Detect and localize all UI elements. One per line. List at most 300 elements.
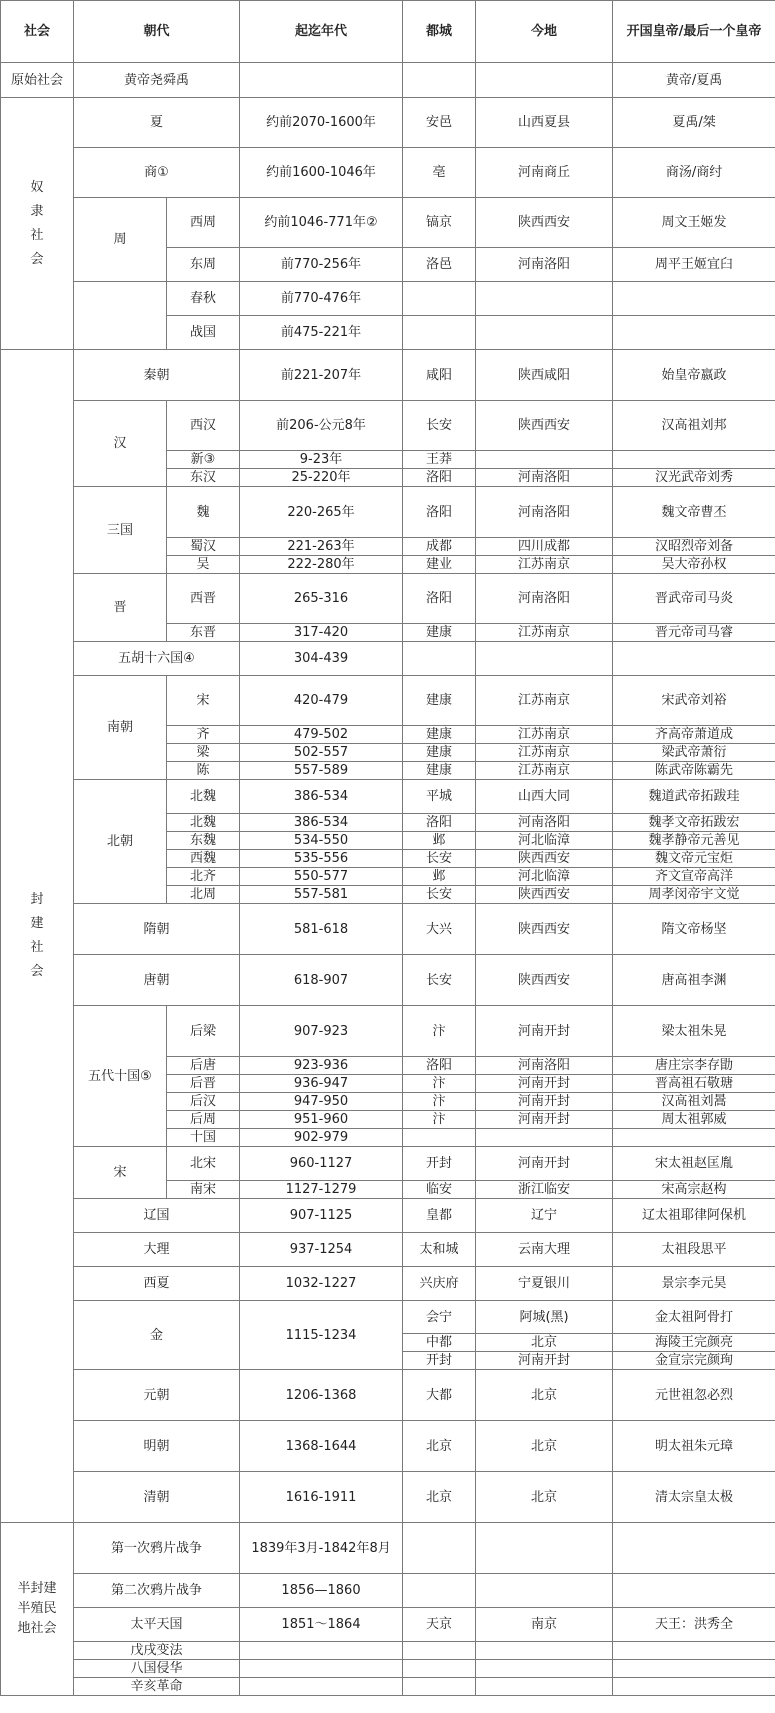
location-cell xyxy=(476,316,613,350)
table-row xyxy=(1,1267,775,1301)
location-cell: 北京 xyxy=(476,1421,613,1472)
table-row xyxy=(1,904,775,955)
emperors-cell: 元世祖忽必烈 xyxy=(613,1370,775,1421)
dynasty-cell: 北魏 xyxy=(167,780,240,814)
years-cell: 约前1600-1046年 xyxy=(240,148,403,198)
emperors-cell: 太祖段思平 xyxy=(613,1233,775,1267)
dynasty-cell: 西周 xyxy=(167,198,240,248)
dynasty-cell: 大理 xyxy=(74,1233,240,1267)
dynasty-cell: 元朝 xyxy=(74,1370,240,1421)
location-cell: 山西大同 xyxy=(476,780,613,814)
years-cell: 1856—1860 xyxy=(240,1574,403,1608)
years-cell: 502-557 xyxy=(240,744,403,762)
dynasty-cell: 齐 xyxy=(167,726,240,744)
emperors-cell: 梁太祖朱晃 xyxy=(613,1006,775,1057)
location-cell: 河南洛阳 xyxy=(476,814,613,832)
years-cell xyxy=(240,1660,403,1678)
years-cell: 550-577 xyxy=(240,868,403,886)
capital-cell xyxy=(403,642,476,676)
capital-cell: 汴 xyxy=(403,1006,476,1057)
capital-cell: 长安 xyxy=(403,401,476,451)
dynasty-cell: 后汉 xyxy=(167,1093,240,1111)
emperors-cell: 周平王姬宜臼 xyxy=(613,248,775,282)
emperors-cell: 天王：洪秀全 xyxy=(613,1608,775,1642)
capital-cell: 建康 xyxy=(403,676,476,726)
years-cell: 937-1254 xyxy=(240,1233,403,1267)
emperors-cell xyxy=(613,282,775,316)
table-row xyxy=(1,198,775,248)
years-cell: 557-589 xyxy=(240,762,403,780)
emperors-cell: 宋太祖赵匡胤 xyxy=(613,1147,775,1181)
years-cell: 1616-1911 xyxy=(240,1472,403,1523)
years-cell: 923-936 xyxy=(240,1057,403,1075)
emperors-cell: 始皇帝嬴政 xyxy=(613,350,775,401)
society-semi: 半封建半殖民地社会 xyxy=(1,1523,74,1696)
emperors-cell: 唐高祖李渊 xyxy=(613,955,775,1006)
years-cell: 25-220年 xyxy=(240,469,403,487)
emperors-cell xyxy=(613,1523,775,1574)
capital-cell: 长安 xyxy=(403,886,476,904)
years-cell: 534-550 xyxy=(240,832,403,850)
location-cell: 陕西西安 xyxy=(476,886,613,904)
society-slave: 奴隶社会 xyxy=(1,98,74,350)
years-cell xyxy=(240,63,403,98)
table-row xyxy=(1,1199,775,1233)
capital-cell xyxy=(403,1678,476,1696)
location-cell xyxy=(476,282,613,316)
dynasty-cell: 第二次鸦片战争 xyxy=(74,1574,240,1608)
dynasty-cell: 唐朝 xyxy=(74,955,240,1006)
capital-cell: 洛阳 xyxy=(403,487,476,538)
location-cell: 河南开封 xyxy=(476,1147,613,1181)
emperors-cell: 清太宗皇太极 xyxy=(613,1472,775,1523)
group-jinguo: 金 xyxy=(74,1301,240,1370)
capital-cell: 洛阳 xyxy=(403,574,476,624)
capital-cell: 会宁 xyxy=(403,1301,476,1334)
table-row xyxy=(1,1608,775,1642)
capital-cell: 中都 xyxy=(403,1334,476,1352)
capital-cell: 太和城 xyxy=(403,1233,476,1267)
capital-cell: 天京 xyxy=(403,1608,476,1642)
location-cell: 四川成都 xyxy=(476,538,613,556)
location-cell: 北京 xyxy=(476,1472,613,1523)
location-cell: 南京 xyxy=(476,1608,613,1642)
dynasty-cell: 后唐 xyxy=(167,1057,240,1075)
location-cell: 陕西西安 xyxy=(476,955,613,1006)
years-cell: 约前1046-771年② xyxy=(240,198,403,248)
emperors-cell: 周孝闵帝宇文觉 xyxy=(613,886,775,904)
table-row xyxy=(1,1301,775,1334)
location-cell: 辽宁 xyxy=(476,1199,613,1233)
group-sanguo: 三国 xyxy=(74,487,167,574)
emperors-cell: 汉高祖刘邦 xyxy=(613,401,775,451)
dynasty-cell: 后晋 xyxy=(167,1075,240,1093)
dynasty-cell: 西夏 xyxy=(74,1267,240,1301)
table-row xyxy=(1,98,775,148)
header-dynasty: 朝代 xyxy=(74,1,240,63)
capital-cell: 成都 xyxy=(403,538,476,556)
table-row xyxy=(1,487,775,538)
years-cell: 1368-1644 xyxy=(240,1421,403,1472)
location-cell xyxy=(476,1523,613,1574)
location-cell: 河南洛阳 xyxy=(476,248,613,282)
emperors-cell: 夏禹/桀 xyxy=(613,98,775,148)
location-cell: 河南开封 xyxy=(476,1075,613,1093)
dynasty-cell: 南宋 xyxy=(167,1181,240,1199)
emperors-cell: 景宗李元昊 xyxy=(613,1267,775,1301)
group-empty xyxy=(74,282,167,350)
location-cell: 山西夏县 xyxy=(476,98,613,148)
years-cell: 317-420 xyxy=(240,624,403,642)
group-wudai: 五代十国⑤ xyxy=(74,1006,167,1147)
table-row xyxy=(1,1574,775,1608)
dynasty-cell: 新③ xyxy=(167,451,240,469)
dynasty-cell: 北周 xyxy=(167,886,240,904)
capital-cell: 大兴 xyxy=(403,904,476,955)
dynasty-cell: 东周 xyxy=(167,248,240,282)
table-row xyxy=(1,1147,775,1181)
table-row xyxy=(1,1421,775,1472)
years-cell: 960-1127 xyxy=(240,1147,403,1181)
years-cell xyxy=(240,1678,403,1696)
table-row xyxy=(1,282,775,316)
group-nanchao: 南朝 xyxy=(74,676,167,780)
capital-cell xyxy=(403,1129,476,1147)
emperors-cell: 梁武帝萧衍 xyxy=(613,744,775,762)
capital-cell xyxy=(403,63,476,98)
capital-cell: 镐京 xyxy=(403,198,476,248)
header-emperors: 开国皇帝/最后一个皇帝 xyxy=(613,1,775,63)
location-cell: 河南洛阳 xyxy=(476,469,613,487)
capital-cell: 建康 xyxy=(403,726,476,744)
dynasty-cell: 东汉 xyxy=(167,469,240,487)
dynasty-cell: 北宋 xyxy=(167,1147,240,1181)
dynasty-cell: 商① xyxy=(74,148,240,198)
emperors-cell xyxy=(613,316,775,350)
emperors-cell: 魏文帝曹丕 xyxy=(613,487,775,538)
years-cell: 1032-1227 xyxy=(240,1267,403,1301)
years-cell: 1115-1234 xyxy=(240,1301,403,1370)
table-row xyxy=(1,1678,775,1696)
table-row xyxy=(1,780,775,814)
group-han: 汉 xyxy=(74,401,167,487)
dynasty-cell: 春秋 xyxy=(167,282,240,316)
dynasty-cell: 清朝 xyxy=(74,1472,240,1523)
emperors-cell: 魏孝文帝拓跋宏 xyxy=(613,814,775,832)
table-row xyxy=(1,1523,775,1574)
location-cell: 陕西西安 xyxy=(476,850,613,868)
dynasty-cell: 夏 xyxy=(74,98,240,148)
dynasty-cell: 后梁 xyxy=(167,1006,240,1057)
emperors-cell: 海陵王完颜亮 xyxy=(613,1334,775,1352)
table-row xyxy=(1,1472,775,1523)
years-cell: 9-23年 xyxy=(240,451,403,469)
header-years: 起迄年代 xyxy=(240,1,403,63)
years-cell: 304-439 xyxy=(240,642,403,676)
dynasty-cell: 明朝 xyxy=(74,1421,240,1472)
location-cell xyxy=(476,1678,613,1696)
years-cell: 1206-1368 xyxy=(240,1370,403,1421)
dynasty-cell: 后周 xyxy=(167,1111,240,1129)
society-feudal: 封建社会 xyxy=(1,350,74,1523)
capital-cell: 皇都 xyxy=(403,1199,476,1233)
years-cell: 220-265年 xyxy=(240,487,403,538)
dynasty-cell: 北齐 xyxy=(167,868,240,886)
dynasty-cell: 十国 xyxy=(167,1129,240,1147)
dynasty-cell: 西汉 xyxy=(167,401,240,451)
emperors-cell: 齐文宣帝高洋 xyxy=(613,868,775,886)
table-row xyxy=(1,148,775,198)
capital-cell: 汴 xyxy=(403,1075,476,1093)
location-cell: 陕西咸阳 xyxy=(476,350,613,401)
emperors-cell: 周太祖郭威 xyxy=(613,1111,775,1129)
emperors-cell xyxy=(613,1129,775,1147)
dynasty-cell: 五胡十六国④ xyxy=(74,642,240,676)
years-cell: 前770-476年 xyxy=(240,282,403,316)
capital-cell xyxy=(403,282,476,316)
emperors-cell: 唐庄宗李存勖 xyxy=(613,1057,775,1075)
years-cell: 前475-221年 xyxy=(240,316,403,350)
capital-cell: 大都 xyxy=(403,1370,476,1421)
location-cell xyxy=(476,1642,613,1660)
capital-cell: 北京 xyxy=(403,1421,476,1472)
dynasty-cell: 西魏 xyxy=(167,850,240,868)
emperors-cell: 晋高祖石敬瑭 xyxy=(613,1075,775,1093)
years-cell: 947-950 xyxy=(240,1093,403,1111)
years-cell: 386-534 xyxy=(240,814,403,832)
dynasty-cell: 辛亥革命 xyxy=(74,1678,240,1696)
dynasty-cell: 第一次鸦片战争 xyxy=(74,1523,240,1574)
emperors-cell xyxy=(613,1660,775,1678)
capital-cell: 洛阳 xyxy=(403,469,476,487)
table-row xyxy=(1,1006,775,1057)
capital-cell: 邺 xyxy=(403,832,476,850)
years-cell: 535-556 xyxy=(240,850,403,868)
dynasty-cell: 辽国 xyxy=(74,1199,240,1233)
location-cell: 河南开封 xyxy=(476,1093,613,1111)
capital-cell: 安邑 xyxy=(403,98,476,148)
location-cell: 江苏南京 xyxy=(476,556,613,574)
capital-cell xyxy=(403,1660,476,1678)
location-cell: 陕西西安 xyxy=(476,198,613,248)
years-cell: 618-907 xyxy=(240,955,403,1006)
location-cell: 北京 xyxy=(476,1370,613,1421)
dynasty-cell: 梁 xyxy=(167,744,240,762)
group-song: 宋 xyxy=(74,1147,167,1199)
years-cell xyxy=(240,1642,403,1660)
group-zhou: 周 xyxy=(74,198,167,282)
capital-cell: 长安 xyxy=(403,955,476,1006)
society-primitive: 原始社会 xyxy=(1,63,74,98)
emperors-cell: 汉昭烈帝刘备 xyxy=(613,538,775,556)
capital-cell: 临安 xyxy=(403,1181,476,1199)
years-cell: 221-263年 xyxy=(240,538,403,556)
dynasty-cell: 吴 xyxy=(167,556,240,574)
years-cell: 222-280年 xyxy=(240,556,403,574)
location-cell xyxy=(476,63,613,98)
emperors-cell: 黄帝/夏禹 xyxy=(613,63,775,98)
emperors-cell: 吴大帝孙权 xyxy=(613,556,775,574)
emperors-cell: 宋高宗赵构 xyxy=(613,1181,775,1199)
header-society: 社会 xyxy=(1,1,74,63)
location-cell: 河北临漳 xyxy=(476,868,613,886)
capital-cell: 开封 xyxy=(403,1352,476,1370)
emperors-cell xyxy=(613,1574,775,1608)
dynasty-cell: 魏 xyxy=(167,487,240,538)
dynasty-cell: 黄帝尧舜禹 xyxy=(74,63,240,98)
location-cell xyxy=(476,1574,613,1608)
emperors-cell: 魏文帝元宝炬 xyxy=(613,850,775,868)
emperors-cell: 金太祖阿骨打 xyxy=(613,1301,775,1334)
location-cell: 江苏南京 xyxy=(476,676,613,726)
emperors-cell: 宋武帝刘裕 xyxy=(613,676,775,726)
dynasty-cell: 八国侵华 xyxy=(74,1660,240,1678)
emperors-cell: 周文王姬发 xyxy=(613,198,775,248)
header-location: 今地 xyxy=(476,1,613,63)
years-cell: 581-618 xyxy=(240,904,403,955)
emperors-cell: 汉光武帝刘秀 xyxy=(613,469,775,487)
location-cell: 江苏南京 xyxy=(476,762,613,780)
location-cell: 宁夏银川 xyxy=(476,1267,613,1301)
capital-cell: 北京 xyxy=(403,1472,476,1523)
capital-cell xyxy=(403,316,476,350)
capital-cell: 洛阳 xyxy=(403,1057,476,1075)
group-beichao: 北朝 xyxy=(74,780,167,904)
capital-cell: 汴 xyxy=(403,1093,476,1111)
table-row xyxy=(1,676,775,726)
location-cell: 陕西西安 xyxy=(476,401,613,451)
header-capital: 都城 xyxy=(403,1,476,63)
capital-cell: 咸阳 xyxy=(403,350,476,401)
location-cell: 陕西西安 xyxy=(476,904,613,955)
dynasty-cell: 北魏 xyxy=(167,814,240,832)
capital-cell: 建康 xyxy=(403,744,476,762)
emperors-cell: 金宣宗完颜珣 xyxy=(613,1352,775,1370)
header-row xyxy=(1,1,775,63)
group-jin: 晋 xyxy=(74,574,167,642)
years-cell: 1839年3月-1842年8月 xyxy=(240,1523,403,1574)
location-cell: 河南开封 xyxy=(476,1006,613,1057)
location-cell: 江苏南京 xyxy=(476,744,613,762)
location-cell: 阿城(黑) xyxy=(476,1301,613,1334)
dynasty-cell: 秦朝 xyxy=(74,350,240,401)
table-row xyxy=(1,1660,775,1678)
emperors-cell xyxy=(613,451,775,469)
table-row xyxy=(1,1642,775,1660)
location-cell: 河南商丘 xyxy=(476,148,613,198)
capital-cell: 邺 xyxy=(403,868,476,886)
emperors-cell: 齐高帝萧道成 xyxy=(613,726,775,744)
capital-cell: 平城 xyxy=(403,780,476,814)
years-cell: 1851～1864 xyxy=(240,1608,403,1642)
years-cell: 907-923 xyxy=(240,1006,403,1057)
location-cell xyxy=(476,642,613,676)
years-cell: 557-581 xyxy=(240,886,403,904)
years-cell: 902-979 xyxy=(240,1129,403,1147)
years-cell: 907-1125 xyxy=(240,1199,403,1233)
years-cell: 1127-1279 xyxy=(240,1181,403,1199)
emperors-cell: 商汤/商纣 xyxy=(613,148,775,198)
location-cell: 北京 xyxy=(476,1334,613,1352)
location-cell: 河南洛阳 xyxy=(476,487,613,538)
emperors-cell: 魏道武帝拓跋珪 xyxy=(613,780,775,814)
capital-cell xyxy=(403,1574,476,1608)
capital-cell: 长安 xyxy=(403,850,476,868)
dynasty-cell: 战国 xyxy=(167,316,240,350)
years-cell: 951-960 xyxy=(240,1111,403,1129)
capital-cell: 王莽 xyxy=(403,451,476,469)
capital-cell: 汴 xyxy=(403,1111,476,1129)
capital-cell xyxy=(403,1642,476,1660)
location-cell xyxy=(476,1129,613,1147)
location-cell: 河南开封 xyxy=(476,1352,613,1370)
emperors-cell xyxy=(613,1642,775,1660)
capital-cell xyxy=(403,1523,476,1574)
years-cell: 420-479 xyxy=(240,676,403,726)
emperors-cell xyxy=(613,642,775,676)
location-cell: 河南开封 xyxy=(476,1111,613,1129)
years-cell: 265-316 xyxy=(240,574,403,624)
dynasty-cell: 陈 xyxy=(167,762,240,780)
emperors-cell: 隋文帝杨坚 xyxy=(613,904,775,955)
capital-cell: 亳 xyxy=(403,148,476,198)
dynasty-cell: 太平天国 xyxy=(74,1608,240,1642)
dynasty-cell: 戊戌变法 xyxy=(74,1642,240,1660)
years-cell: 约前2070-1600年 xyxy=(240,98,403,148)
dynasty-cell: 蜀汉 xyxy=(167,538,240,556)
dynasty-cell: 西晋 xyxy=(167,574,240,624)
table-row xyxy=(1,955,775,1006)
location-cell: 江苏南京 xyxy=(476,726,613,744)
table-row xyxy=(1,401,775,451)
location-cell: 浙江临安 xyxy=(476,1181,613,1199)
capital-cell: 建康 xyxy=(403,762,476,780)
dynasty-cell: 东魏 xyxy=(167,832,240,850)
table-row xyxy=(1,350,775,401)
capital-cell: 洛邑 xyxy=(403,248,476,282)
capital-cell: 洛阳 xyxy=(403,814,476,832)
dynasty-cell: 宋 xyxy=(167,676,240,726)
table-row xyxy=(1,642,775,676)
emperors-cell: 陈武帝陈霸先 xyxy=(613,762,775,780)
location-cell: 云南大理 xyxy=(476,1233,613,1267)
emperors-cell: 晋元帝司马睿 xyxy=(613,624,775,642)
location-cell: 河南洛阳 xyxy=(476,1057,613,1075)
table-row xyxy=(1,1233,775,1267)
emperors-cell: 明太祖朱元璋 xyxy=(613,1421,775,1472)
years-cell: 479-502 xyxy=(240,726,403,744)
years-cell: 前221-207年 xyxy=(240,350,403,401)
location-cell: 江苏南京 xyxy=(476,624,613,642)
location-cell xyxy=(476,1660,613,1678)
emperors-cell: 晋武帝司马炎 xyxy=(613,574,775,624)
table-row xyxy=(1,1370,775,1421)
years-cell: 386-534 xyxy=(240,780,403,814)
dynasty-cell: 东晋 xyxy=(167,624,240,642)
capital-cell: 开封 xyxy=(403,1147,476,1181)
table-row xyxy=(1,574,775,624)
emperors-cell: 辽太祖耶律阿保机 xyxy=(613,1199,775,1233)
location-cell xyxy=(476,451,613,469)
location-cell: 河南洛阳 xyxy=(476,574,613,624)
years-cell: 前206-公元8年 xyxy=(240,401,403,451)
emperors-cell: 魏孝静帝元善见 xyxy=(613,832,775,850)
location-cell: 河北临漳 xyxy=(476,832,613,850)
capital-cell: 建业 xyxy=(403,556,476,574)
capital-cell: 兴庆府 xyxy=(403,1267,476,1301)
dynasty-cell: 隋朝 xyxy=(74,904,240,955)
emperors-cell xyxy=(613,1678,775,1696)
